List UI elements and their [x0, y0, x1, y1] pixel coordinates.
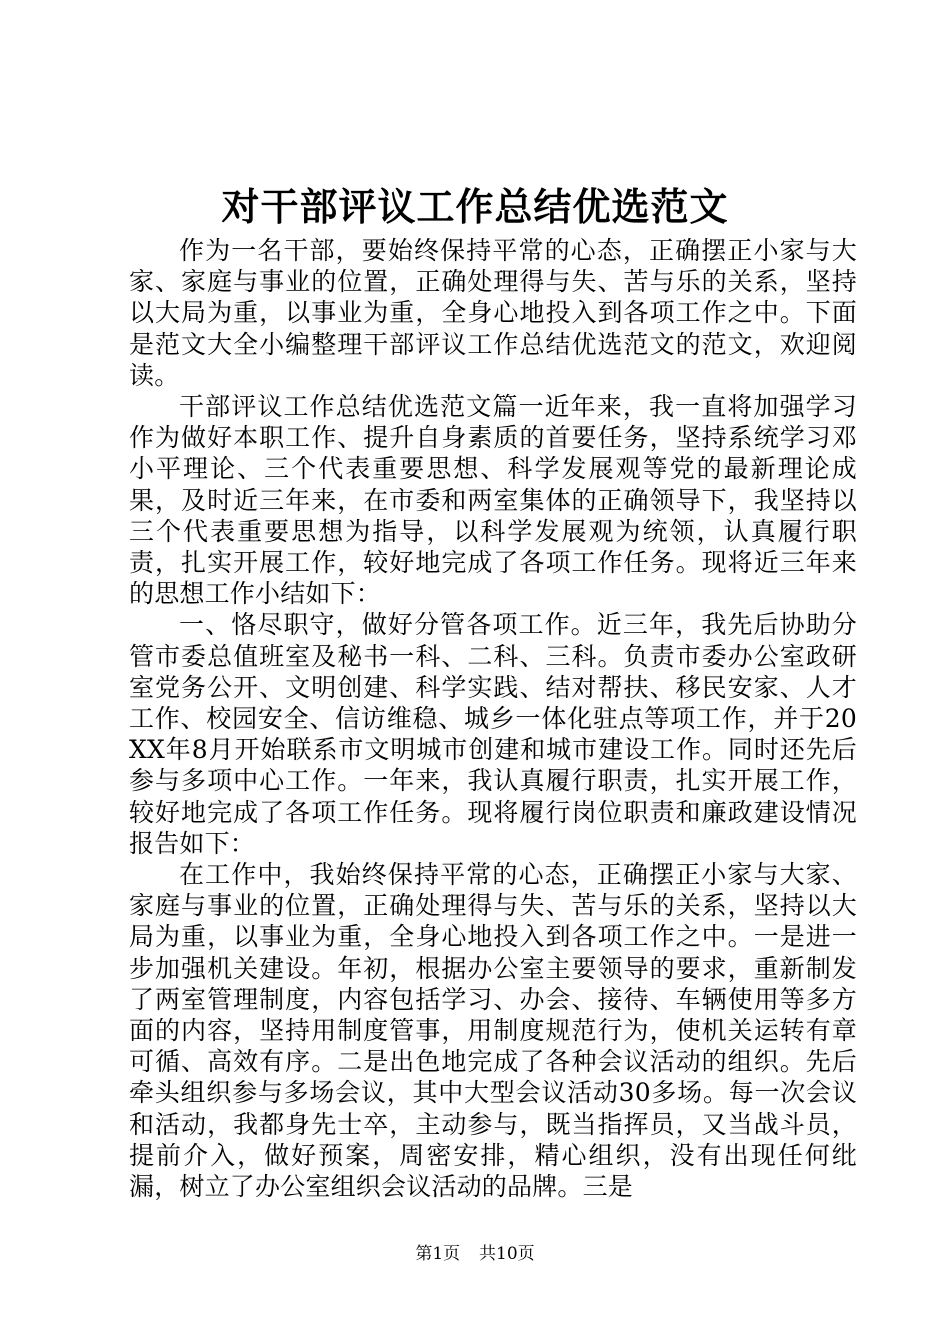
- page-footer: [0, 1242, 950, 1266]
- document-title: 对干部评议工作总结优选范文: [221, 184, 729, 229]
- paragraph-section-one: 一、恪尽职守，做好分管各项工作。近三年，我先后协助分管市委总值班室及秘书一科、二科、三科。负责市委办公室政研室党务公开、文明创建、科学实践、结对帮扶、移民安家、人才工作、校园安全、信访维稳、城乡一体化驻点等项工作，并于20XX年8月开始联系市文明城市创建和城市建设工作。同时还先后参与多项中心工作。一年来，我认真履行职责，扎实开展工作，较好地完成了各项工作任务。现将履行岗位职责和廉政建设情况报告如下：: [129, 610, 857, 858]
- page-number: 第1页: [415, 1244, 461, 1264]
- paragraph-work-details: 在工作中，我始终保持平常的心态，正确摆正小家与大家、家庭与事业的位置，正确处理得与失、苦与乐的关系，坚持以大局为重，以事业为重，全身心地投入到各项工作之中。一是进一步加强机关建设。年初，根据办公室主要领导的要求，重新制发了两室管理制度，内容包括学习、办会、接待、车辆使用等多方面的内容，坚持用制度管事，用制度规范行为，使机关运转有章可循、高效有序。二是出色地完成了各种会议活动的组织。先后牵头组织参与多场会议，其中大型会议活动30多场。每一次会议和活动，我都身先士卒，主动参与，既当指挥员，又当战斗员，提前介入，做好预案，周密安排，精心组织，没有出现任何纰漏，树立了办公室组织会议活动的品牌。三是: [129, 860, 857, 1202]
- page-total: 共10页: [479, 1244, 535, 1264]
- document-body: [129, 235, 857, 1202]
- paragraph-intro: 作为一名干部，要始终保持平常的心态，正确摆正小家与大家、家庭与事业的位置，正确处理得与失、苦与乐的关系，坚持以大局为重，以事业为重，全身心地投入到各项工作之中。下面是范文大全小编整理干部评议工作总结优选范文的范文，欢迎阅读。: [129, 236, 857, 390]
- paragraph-article-one: 干部评议工作总结优选范文篇一近年来，我一直将加强学习作为做好本职工作、提升自身素质的首要任务，坚持系统学习邓小平理论、三个代表重要思想、科学发展观等党的最新理论成果，及时近三年来，在市委和两室集体的正确领导下，我坚持以三个代表重要思想为指导，以科学发展观为统领，认真履行职责，扎实开展工作，较好地完成了各项工作任务。现将近三年来的思想工作小结如下：: [129, 392, 857, 609]
